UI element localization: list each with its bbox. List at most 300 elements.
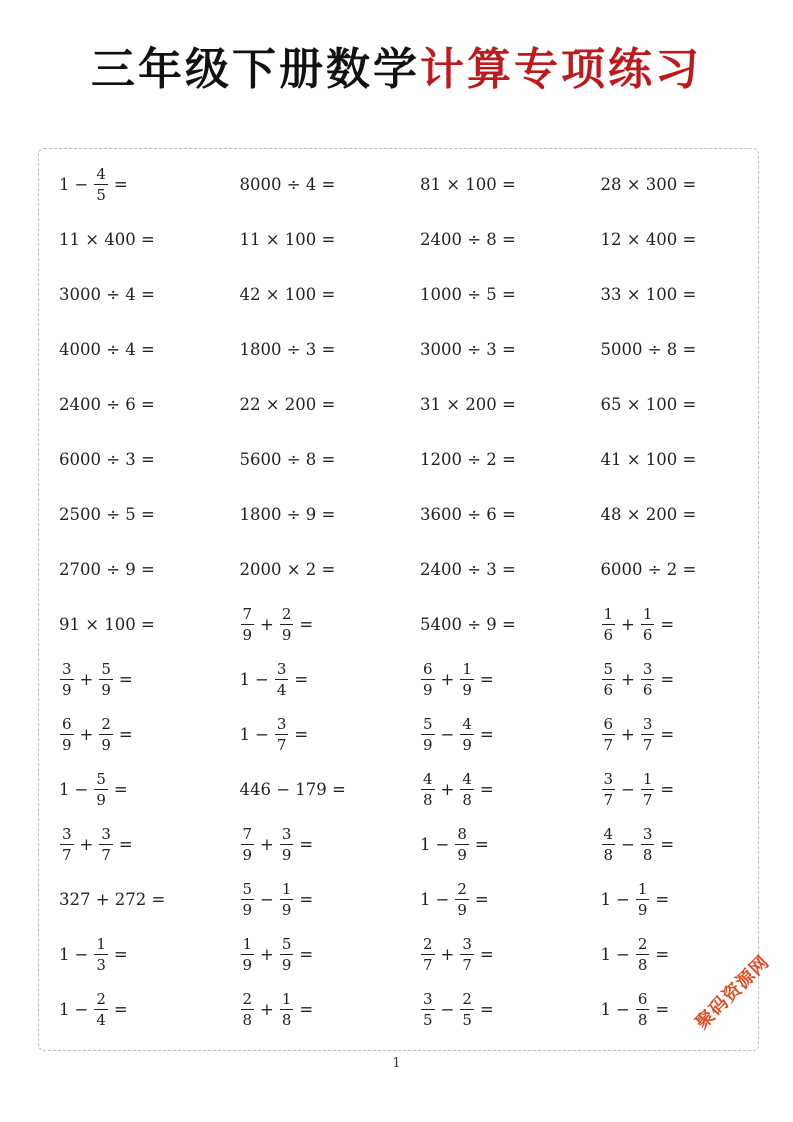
fraction-denominator: 9: [281, 846, 292, 864]
math-expression: 3000 ÷ 4 =: [59, 285, 155, 304]
problem-cell: [240, 450, 421, 469]
problem-cell: [420, 450, 601, 469]
fraction-numerator: 3: [642, 715, 653, 733]
fraction-denominator: 9: [242, 901, 253, 919]
problem-row: [59, 817, 759, 872]
fraction-denominator: 9: [101, 681, 111, 699]
math-expression: 42 × 100 =: [239, 285, 336, 304]
fraction-denominator: 8: [642, 846, 653, 864]
math-expression: 65 × 100 =: [600, 395, 697, 414]
fraction-denominator: 7: [423, 956, 433, 974]
fraction: [455, 825, 469, 864]
fraction: [602, 660, 616, 699]
problem-cell: [240, 395, 421, 414]
fraction-numerator: 6: [423, 660, 433, 678]
watermark-logo: 聚码资源网: [691, 951, 774, 1034]
math-expression: 81 × 100 =: [420, 175, 516, 194]
fraction: [421, 660, 435, 699]
math-operator: −: [616, 945, 630, 964]
fraction: [636, 935, 650, 974]
fraction-denominator: 5: [96, 186, 106, 204]
math-operator: +: [440, 945, 455, 964]
fraction-denominator: 6: [603, 681, 614, 699]
math-expression: 1: [600, 1000, 611, 1019]
fraction-numerator: 5: [281, 935, 292, 953]
problem-cell: [59, 825, 240, 864]
fraction: [455, 880, 469, 919]
math-expression: 1800 ÷ 9 =: [239, 505, 336, 524]
math-operator: −: [440, 725, 455, 744]
fraction: [99, 825, 113, 864]
fraction-denominator: 7: [603, 791, 614, 809]
math-expression: 11 × 100 =: [239, 230, 336, 249]
fraction-numerator: 2: [281, 605, 292, 623]
problem-cell: [59, 505, 240, 524]
math-expression: 2400 ÷ 3 =: [420, 560, 516, 579]
math-expression: 1: [239, 670, 250, 689]
fraction: [602, 605, 616, 644]
problem-cell: [601, 770, 782, 809]
math-operator: =: [479, 725, 494, 744]
problem-row: [59, 872, 759, 927]
fraction-numerator: 4: [603, 825, 614, 843]
fraction: [641, 770, 655, 809]
problem-row: [59, 212, 759, 267]
fraction-denominator: 4: [276, 681, 287, 699]
fraction: [460, 770, 474, 809]
fraction-denominator: 3: [96, 956, 106, 974]
fraction: [60, 715, 74, 754]
fraction-denominator: 9: [242, 626, 253, 644]
fraction: [602, 825, 616, 864]
fraction: [421, 770, 435, 809]
math-expression: 31 × 200 =: [420, 395, 516, 414]
math-operator: =: [299, 1000, 314, 1019]
problem-cell: [601, 505, 782, 524]
problem-cell: [601, 450, 782, 469]
math-expression: 1: [59, 175, 70, 194]
math-operator: =: [660, 725, 675, 744]
problem-cell: [601, 340, 782, 359]
fraction-numerator: 3: [462, 935, 472, 953]
fraction-numerator: 3: [101, 825, 111, 843]
fraction-denominator: 9: [457, 846, 467, 864]
page-number: 1: [392, 1056, 401, 1071]
problem-cell: [601, 825, 782, 864]
fraction: [60, 825, 74, 864]
fraction-denominator: 9: [637, 901, 648, 919]
fraction: [280, 990, 294, 1029]
fraction: [94, 165, 108, 204]
math-operator: =: [660, 670, 675, 689]
math-expression: 2400 ÷ 6 =: [59, 395, 155, 414]
problem-cell: [240, 605, 421, 644]
fraction-numerator: 7: [242, 825, 253, 843]
math-expression: 1000 ÷ 5 =: [420, 285, 516, 304]
fraction-denominator: 8: [637, 956, 648, 974]
math-operator: =: [479, 945, 494, 964]
problem-cell: [420, 505, 601, 524]
fraction-denominator: 9: [101, 736, 111, 754]
fraction-denominator: 5: [423, 1011, 433, 1029]
problem-cell: [420, 990, 601, 1029]
math-operator: =: [474, 890, 489, 909]
math-operator: −: [435, 890, 450, 909]
fraction-denominator: 8: [423, 791, 433, 809]
fraction: [460, 935, 474, 974]
problem-cell: [59, 450, 240, 469]
math-operator: −: [74, 945, 89, 964]
problem-cell: [601, 285, 782, 304]
math-operator: =: [118, 835, 133, 854]
fraction-numerator: 5: [423, 715, 433, 733]
fraction: [421, 990, 435, 1029]
math-expression: 6000 ÷ 3 =: [59, 450, 155, 469]
math-expression: 5600 ÷ 8 =: [239, 450, 336, 469]
fraction-numerator: 5: [603, 660, 614, 678]
fraction: [602, 715, 616, 754]
fraction: [280, 605, 294, 644]
math-expression: 1: [59, 945, 70, 964]
math-operator: =: [299, 835, 314, 854]
fraction-numerator: 1: [281, 880, 292, 898]
fraction-numerator: 3: [276, 660, 287, 678]
problem-cell: [420, 230, 601, 249]
fraction: [641, 825, 655, 864]
fraction: [602, 770, 616, 809]
math-expression: 2700 ÷ 9 =: [59, 560, 155, 579]
math-operator: +: [260, 615, 274, 634]
problem-cell: [240, 560, 421, 579]
math-operator: +: [260, 945, 274, 964]
math-expression: 1: [239, 725, 250, 744]
fraction-numerator: 3: [281, 825, 292, 843]
fraction: [460, 715, 474, 754]
fraction-numerator: 5: [96, 770, 106, 788]
fraction: [241, 605, 255, 644]
fraction-numerator: 1: [281, 990, 292, 1008]
fraction-numerator: 4: [462, 715, 472, 733]
problem-cell: [601, 715, 782, 754]
math-operator: =: [479, 1000, 494, 1019]
fraction-denominator: 7: [642, 791, 653, 809]
fraction-numerator: 2: [96, 990, 106, 1008]
fraction: [641, 715, 655, 754]
problem-cell: [601, 660, 782, 699]
math-operator: =: [655, 1000, 670, 1019]
math-operator: −: [616, 890, 630, 909]
math-expression: 1: [600, 890, 611, 909]
fraction-denominator: 9: [62, 736, 72, 754]
fraction-numerator: 2: [242, 990, 253, 1008]
problem-cell: [420, 560, 601, 579]
problem-cell: [59, 935, 240, 974]
problem-cell: [420, 175, 601, 194]
math-expression: 3600 ÷ 6 =: [420, 505, 516, 524]
fraction: [275, 660, 289, 699]
math-operator: =: [479, 780, 494, 799]
problem-cell: [240, 715, 421, 754]
math-operator: +: [260, 1000, 274, 1019]
fraction-numerator: 7: [242, 605, 253, 623]
problem-cell: [240, 935, 421, 974]
math-expression: 28 × 300 =: [600, 175, 697, 194]
fraction-numerator: 4: [462, 770, 472, 788]
fraction: [280, 825, 294, 864]
math-expression: 1800 ÷ 3 =: [239, 340, 336, 359]
problem-row: [59, 322, 759, 377]
math-expression: 2400 ÷ 8 =: [420, 230, 516, 249]
fraction-numerator: 5: [101, 660, 111, 678]
problem-cell: [601, 230, 782, 249]
fraction-numerator: 2: [457, 880, 467, 898]
fraction: [99, 715, 113, 754]
fraction-numerator: 2: [101, 715, 111, 733]
fraction: [636, 990, 650, 1029]
fraction-numerator: 2: [423, 935, 433, 953]
math-operator: −: [74, 1000, 89, 1019]
fraction-numerator: 6: [637, 990, 648, 1008]
problem-cell: [240, 825, 421, 864]
fraction-denominator: 9: [423, 681, 433, 699]
problem-cell: [420, 660, 601, 699]
math-expression: 3000 ÷ 3 =: [420, 340, 516, 359]
problem-row: [59, 652, 759, 707]
title-highlight: 计算专项练习: [420, 44, 702, 95]
problem-cell: [601, 395, 782, 414]
math-expression: 5000 ÷ 8 =: [600, 340, 697, 359]
math-operator: −: [621, 835, 635, 854]
math-expression: 4000 ÷ 4 =: [59, 340, 155, 359]
fraction-denominator: 4: [96, 1011, 106, 1029]
fraction-denominator: 8: [462, 791, 472, 809]
fraction-denominator: 9: [281, 901, 292, 919]
math-operator: −: [74, 175, 89, 194]
fraction-denominator: 6: [642, 681, 653, 699]
fraction: [94, 770, 108, 809]
problem-cell: [420, 340, 601, 359]
problem-cell: [240, 880, 421, 919]
fraction-numerator: 1: [96, 935, 106, 953]
math-operator: =: [118, 670, 133, 689]
math-operator: −: [255, 670, 269, 689]
fraction-numerator: 1: [642, 605, 653, 623]
fraction-denominator: 7: [603, 736, 614, 754]
math-expression: 1: [420, 835, 431, 854]
fraction-denominator: 8: [281, 1011, 292, 1029]
problem-row: [59, 707, 759, 762]
fraction-numerator: 1: [642, 770, 653, 788]
math-operator: −: [74, 780, 89, 799]
problem-cell: [59, 615, 240, 634]
math-operator: +: [621, 615, 635, 634]
fraction-numerator: 1: [242, 935, 253, 953]
math-operator: −: [260, 890, 274, 909]
fraction-denominator: 8: [603, 846, 614, 864]
fraction: [280, 880, 294, 919]
problem-cell: [240, 175, 421, 194]
title-main: 三年级下册数学: [91, 44, 420, 95]
fraction-denominator: 7: [62, 846, 72, 864]
problem-cell: [59, 230, 240, 249]
math-operator: =: [299, 890, 314, 909]
problem-cell: [59, 770, 240, 809]
math-operator: =: [113, 1000, 128, 1019]
fraction-numerator: 3: [642, 660, 653, 678]
page-title: [0, 40, 793, 100]
problem-cell: [420, 880, 601, 919]
math-operator: =: [113, 175, 128, 194]
fraction-numerator: 2: [462, 990, 472, 1008]
math-expression: 446 − 179 =: [239, 780, 346, 799]
fraction-denominator: 9: [281, 626, 292, 644]
fraction-numerator: 1: [637, 880, 648, 898]
fraction-denominator: 8: [242, 1011, 253, 1029]
math-expression: 327 + 272 =: [59, 890, 166, 909]
problem-row: [59, 762, 759, 817]
math-operator: +: [440, 670, 455, 689]
problem-cell: [59, 660, 240, 699]
problem-cell: [59, 285, 240, 304]
problem-cell: [601, 990, 782, 1029]
fraction-denominator: 9: [457, 901, 467, 919]
fraction-denominator: 9: [96, 791, 106, 809]
math-operator: +: [79, 835, 94, 854]
fraction-denominator: 9: [62, 681, 72, 699]
math-expression: 1200 ÷ 2 =: [420, 450, 516, 469]
problem-row: [59, 542, 759, 597]
fraction: [60, 660, 74, 699]
fraction-numerator: 5: [242, 880, 253, 898]
math-operator: =: [655, 945, 670, 964]
math-operator: +: [621, 670, 635, 689]
problem-cell: [601, 605, 782, 644]
problem-row: [59, 597, 759, 652]
math-expression: 48 × 200 =: [600, 505, 697, 524]
math-expression: 5400 ÷ 9 =: [420, 615, 516, 634]
fraction-numerator: 1: [462, 660, 472, 678]
math-operator: −: [435, 835, 450, 854]
problem-row: [59, 432, 759, 487]
fraction: [421, 935, 435, 974]
problem-cell: [59, 890, 240, 909]
fraction-numerator: 4: [423, 770, 433, 788]
fraction: [99, 660, 113, 699]
math-operator: =: [660, 615, 675, 634]
problem-row: [59, 157, 759, 212]
math-operator: −: [616, 1000, 630, 1019]
fraction: [94, 990, 108, 1029]
math-operator: −: [440, 1000, 455, 1019]
problem-cell: [59, 395, 240, 414]
fraction-denominator: 5: [462, 1011, 472, 1029]
math-expression: 6000 ÷ 2 =: [600, 560, 697, 579]
math-expression: 22 × 200 =: [239, 395, 336, 414]
fraction-denominator: 9: [242, 956, 253, 974]
fraction-denominator: 9: [462, 681, 472, 699]
fraction-numerator: 3: [276, 715, 287, 733]
fraction: [241, 990, 255, 1029]
math-operator: +: [79, 725, 94, 744]
problem-row: [59, 377, 759, 432]
fraction: [641, 660, 655, 699]
fraction: [460, 990, 474, 1029]
problem-cell: [240, 780, 421, 799]
math-expression: 91 × 100 =: [59, 615, 155, 634]
fraction: [280, 935, 294, 974]
problem-cell: [59, 715, 240, 754]
fraction-denominator: 9: [462, 736, 472, 754]
math-operator: =: [299, 615, 314, 634]
problem-cell: [240, 660, 421, 699]
math-operator: =: [113, 945, 128, 964]
math-expression: 1: [600, 945, 611, 964]
fraction-numerator: 3: [603, 770, 614, 788]
math-expression: 1: [59, 1000, 70, 1019]
problem-cell: [420, 770, 601, 809]
fraction-numerator: 8: [457, 825, 467, 843]
problem-cell: [240, 340, 421, 359]
math-operator: +: [260, 835, 274, 854]
fraction: [421, 715, 435, 754]
fraction-numerator: 3: [423, 990, 433, 1008]
problem-cell: [420, 825, 601, 864]
problem-cell: [601, 880, 782, 919]
math-operator: −: [255, 725, 269, 744]
fraction-denominator: 6: [603, 626, 614, 644]
problem-row: [59, 982, 759, 1037]
problem-row: [59, 487, 759, 542]
problem-cell: [59, 340, 240, 359]
math-expression: 2000 × 2 =: [239, 560, 336, 579]
problem-cell: [59, 560, 240, 579]
math-expression: 11 × 400 =: [59, 230, 155, 249]
math-operator: −: [621, 780, 635, 799]
problem-cell: [240, 505, 421, 524]
fraction-denominator: 9: [423, 736, 433, 754]
exercise-sheet: [38, 148, 759, 1051]
problem-cell: [59, 165, 240, 204]
fraction-denominator: 7: [276, 736, 287, 754]
math-operator: =: [118, 725, 133, 744]
math-operator: =: [660, 835, 675, 854]
math-operator: =: [294, 725, 309, 744]
math-expression: 33 × 100 =: [600, 285, 697, 304]
fraction-numerator: 1: [603, 605, 614, 623]
fraction-numerator: 6: [603, 715, 614, 733]
math-expression: 8000 ÷ 4 =: [239, 175, 336, 194]
problem-cell: [601, 560, 782, 579]
math-operator: =: [479, 670, 494, 689]
problem-cell: [420, 715, 601, 754]
fraction: [641, 605, 655, 644]
fraction-numerator: 2: [637, 935, 648, 953]
math-operator: =: [299, 945, 314, 964]
fraction-denominator: 9: [281, 956, 292, 974]
problem-cell: [240, 285, 421, 304]
fraction-denominator: 7: [101, 846, 111, 864]
math-operator: =: [660, 780, 675, 799]
problem-cell: [601, 175, 782, 194]
problem-row: [59, 927, 759, 982]
math-operator: =: [474, 835, 489, 854]
math-operator: +: [79, 670, 94, 689]
math-expression: 2500 ÷ 5 =: [59, 505, 155, 524]
problem-cell: [420, 395, 601, 414]
fraction: [241, 880, 255, 919]
fraction-denominator: 8: [637, 1011, 648, 1029]
problem-row: [59, 267, 759, 322]
